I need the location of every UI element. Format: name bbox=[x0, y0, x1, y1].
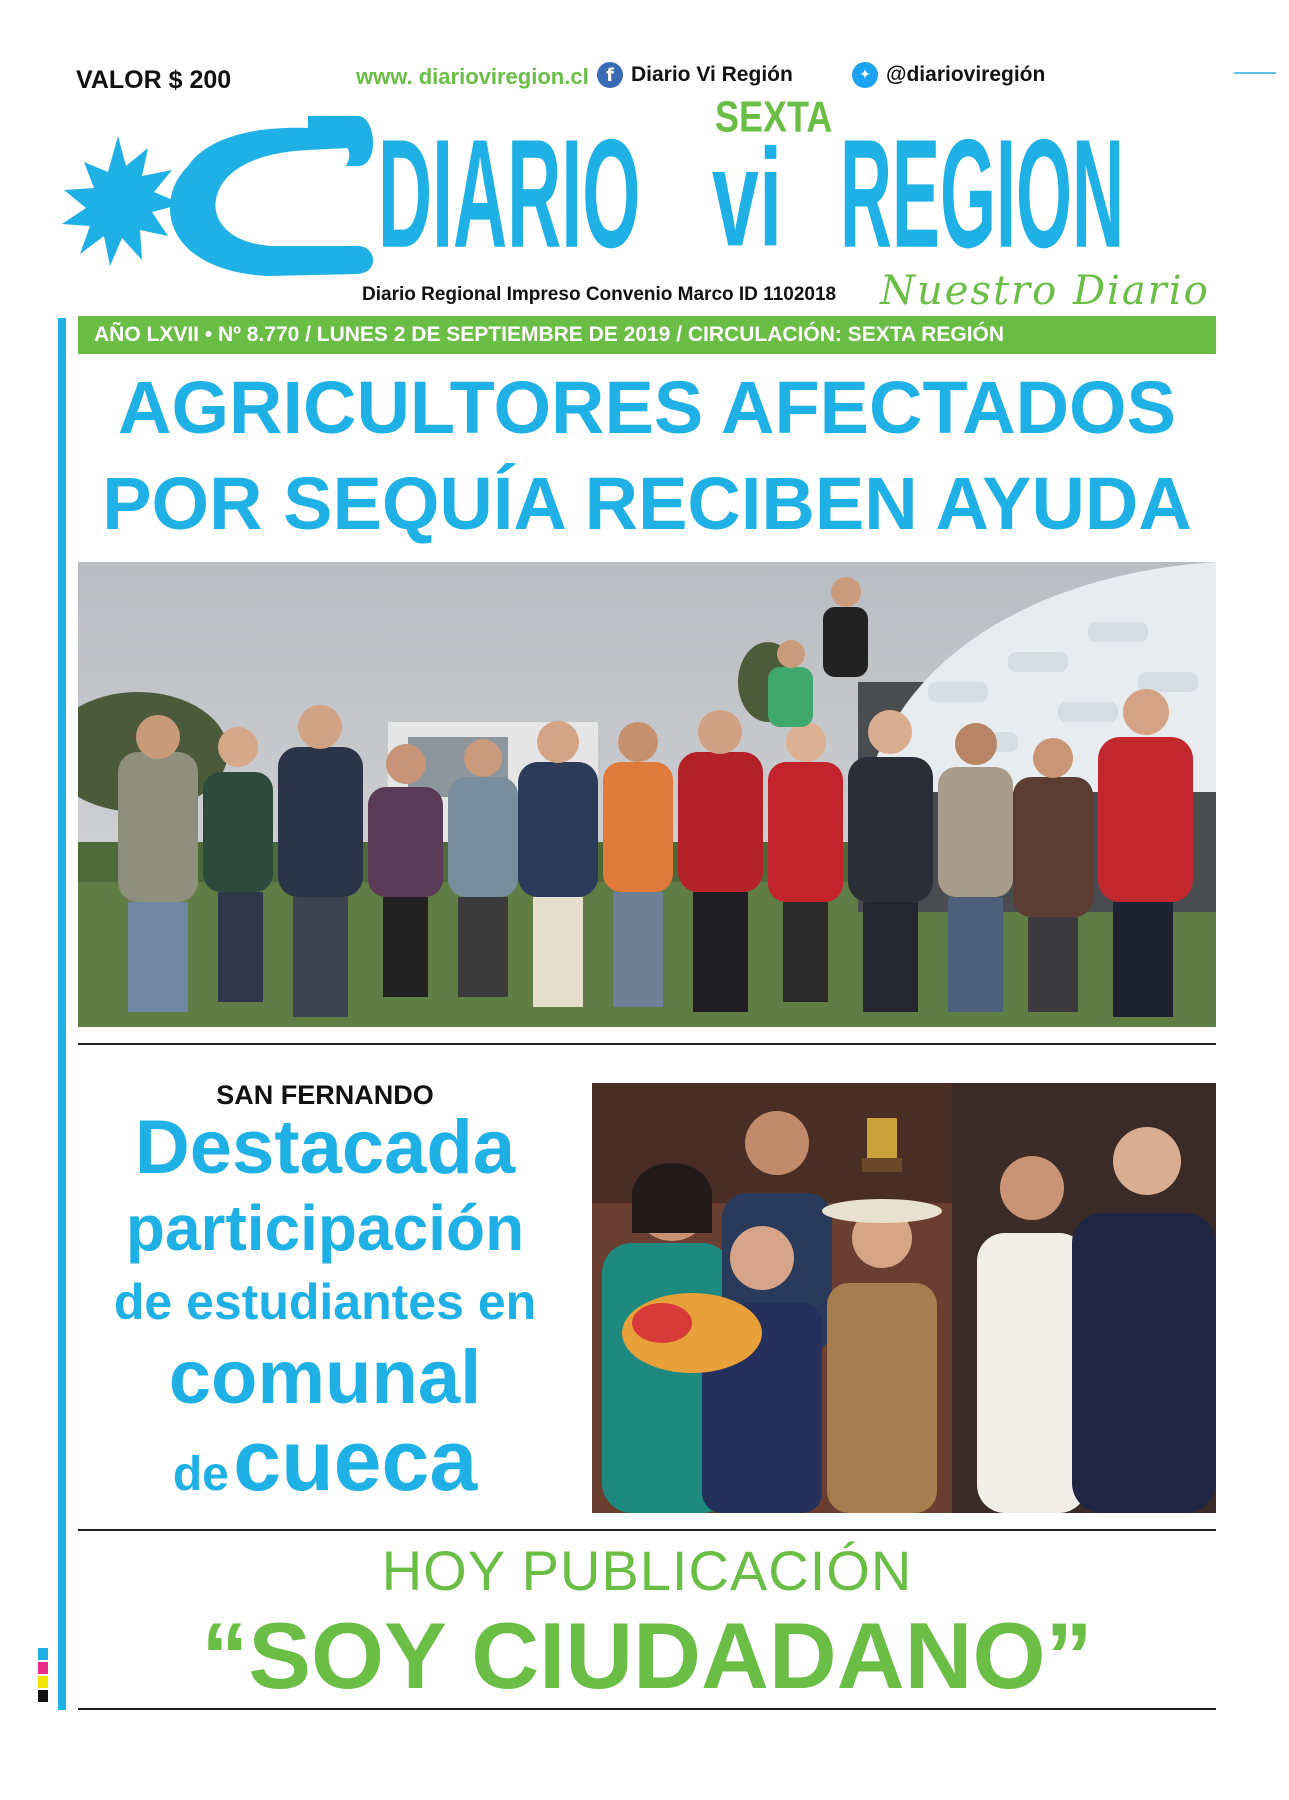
story-kicker: SAN FERNANDO bbox=[216, 1080, 434, 1110]
twitter-icon: ✦ bbox=[852, 62, 878, 88]
main-photo bbox=[78, 562, 1216, 1027]
twitter-link[interactable] bbox=[852, 62, 1045, 88]
yellow-swatch bbox=[38, 1676, 48, 1688]
cyan-swatch bbox=[38, 1648, 48, 1660]
promo-line2: “SOY CIUDADANO” bbox=[201, 1603, 1093, 1708]
website-link[interactable]: www. diarioviregion.cl bbox=[356, 64, 589, 89]
story-headline-line5 bbox=[78, 1413, 572, 1531]
left-rail bbox=[58, 318, 66, 1710]
story-headline-line4: comunal bbox=[168, 1335, 482, 1420]
main-headline-line1: AGRICULTORES AFECTADOS bbox=[118, 366, 1176, 449]
tagline: Nuestro Diario bbox=[880, 268, 1210, 314]
facebook-label: Diario Vi Región bbox=[631, 63, 793, 86]
section-rule-2 bbox=[78, 1529, 1216, 1531]
issue-info-bar: AÑO LXVII • Nº 8.770 / LUNES 2 DE SEPTIEMBRE DE 2019 / CIRCULACIÓN: SEXTA REGIÓN bbox=[78, 316, 1216, 354]
corner-rule bbox=[1234, 72, 1276, 74]
story-headline-line3: de estudiantes en bbox=[113, 1274, 537, 1330]
logo-diario: DIARIO bbox=[378, 106, 641, 280]
facebook-icon: f bbox=[597, 62, 623, 88]
section-rule-1 bbox=[78, 1043, 1216, 1045]
price-label: VALOR $ 200 bbox=[76, 66, 232, 94]
story-headline-cueca: cueca bbox=[233, 1413, 478, 1509]
story-headline-line2: participación bbox=[125, 1192, 525, 1264]
cueca-photo bbox=[592, 1083, 1216, 1513]
black-swatch bbox=[38, 1690, 48, 1702]
logo-region: REGION bbox=[840, 106, 1125, 280]
convenio-text: Diario Regional Impreso Convenio Marco ID 1102018 bbox=[362, 284, 837, 305]
bottom-rule bbox=[78, 1708, 1216, 1710]
story-headline-de: de bbox=[172, 1448, 229, 1501]
logo-vi: vi bbox=[712, 119, 783, 275]
logo-sexta: SEXTA bbox=[715, 92, 833, 142]
story-headline-line1: Destacada bbox=[134, 1105, 516, 1190]
twitter-label: @diarioviregión bbox=[886, 63, 1046, 86]
main-headline-line2: POR SEQUÍA RECIBEN AYUDA bbox=[102, 462, 1192, 545]
spur-logo-icon bbox=[58, 96, 398, 296]
promo-line1: HOY PUBLICACIÓN bbox=[381, 1539, 913, 1602]
magenta-swatch bbox=[38, 1662, 48, 1674]
facebook-link[interactable] bbox=[597, 62, 793, 88]
